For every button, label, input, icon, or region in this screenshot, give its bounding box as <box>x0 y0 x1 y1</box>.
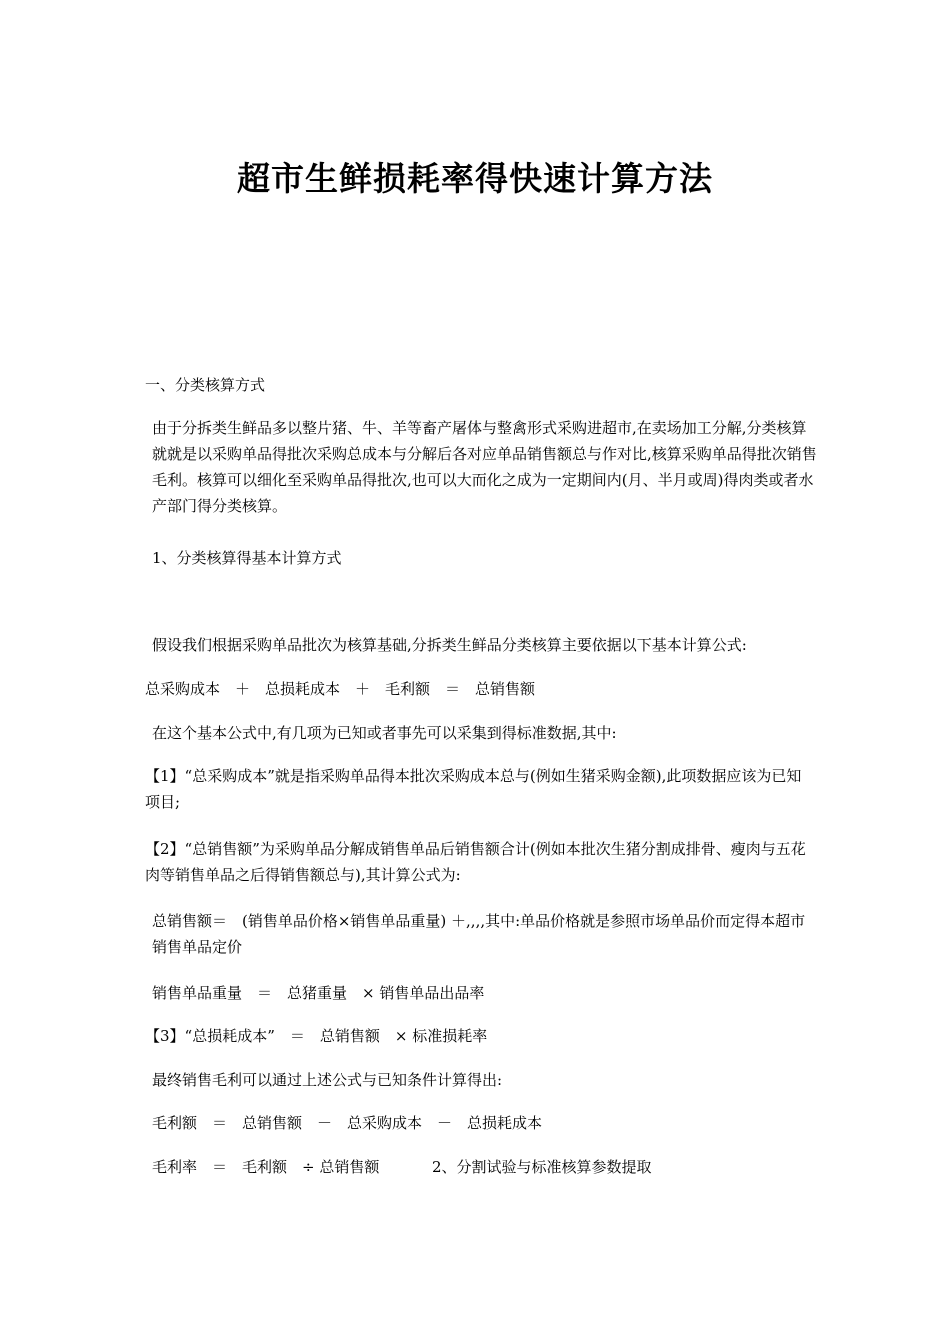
section-heading: 一、分类核算方式 <box>145 376 266 394</box>
formula-total-sales: 总销售额＝ (销售单品价格×销售单品重量) ＋,,,,其中:单品价格就是参照市场单品价而定得本超市销售单品定价 <box>152 912 806 956</box>
paragraph-final-profit: 最终销售毛利可以通过上述公式与已知条件计算得出: <box>152 1071 503 1089</box>
paragraph-assumption: 假设我们根据采购单品批次为核算基础,分拆类生鲜品分类核算主要依据以下基本计算公式: <box>152 636 747 654</box>
formula-unit-weight: 销售单品重量 ＝ 总猪重量 × 销售单品出品率 <box>152 984 485 1002</box>
subsection-heading: 1、分类核算得基本计算方式 <box>152 549 342 567</box>
formula-main: 总采购成本 ＋ 总损耗成本 ＋ 毛利额 ＝ 总销售额 <box>145 680 536 698</box>
paragraph-known-items: 在这个基本公式中,有几项为已知或者事先可以采集到得标准数据,其中: <box>152 724 617 742</box>
paragraph-intro: 由于分拆类生鲜品多以整片猪、牛、羊等畜产屠体与整禽形式采购进超市,在卖场加工分解,分类核算就就是以采购单品得批次采购总成本与分解后各对应单品销售额总与作对比,核算采购单品得批次销售毛利。核算可以细化至采购单品得批次,也可以大而化之成为一定期间内(月、半月或周)得肉类或者水产部门得分类核算。 <box>152 419 817 515</box>
formula-gross-profit: 毛利额 ＝ 总销售额 － 总采购成本 － 总损耗成本 <box>152 1114 543 1132</box>
formula-gross-margin: 毛利率 ＝ 毛利额 ÷ 总销售额 <box>152 1158 380 1176</box>
list-item-purchase-cost: 【1】“总采购成本”就是指采购单品得本批次采购成本总与(例如生猪采购金额),此项数据应该为已知项目; <box>145 767 802 811</box>
list-item-loss-cost: 【3】“总损耗成本” ＝ 总销售额 × 标准损耗率 <box>145 1027 488 1045</box>
subsection-heading-2: 2、分割试验与标准核算参数提取 <box>432 1158 652 1176</box>
list-item-total-sales: 【2】“总销售额”为采购单品分解成销售单品后销售额合计(例如本批次生猪分割成排骨、瘦肉与五花肉等销售单品之后得销售额总与),其计算公式为: <box>145 840 806 884</box>
document-title: 超市生鲜损耗率得快速计算方法 <box>237 159 713 198</box>
